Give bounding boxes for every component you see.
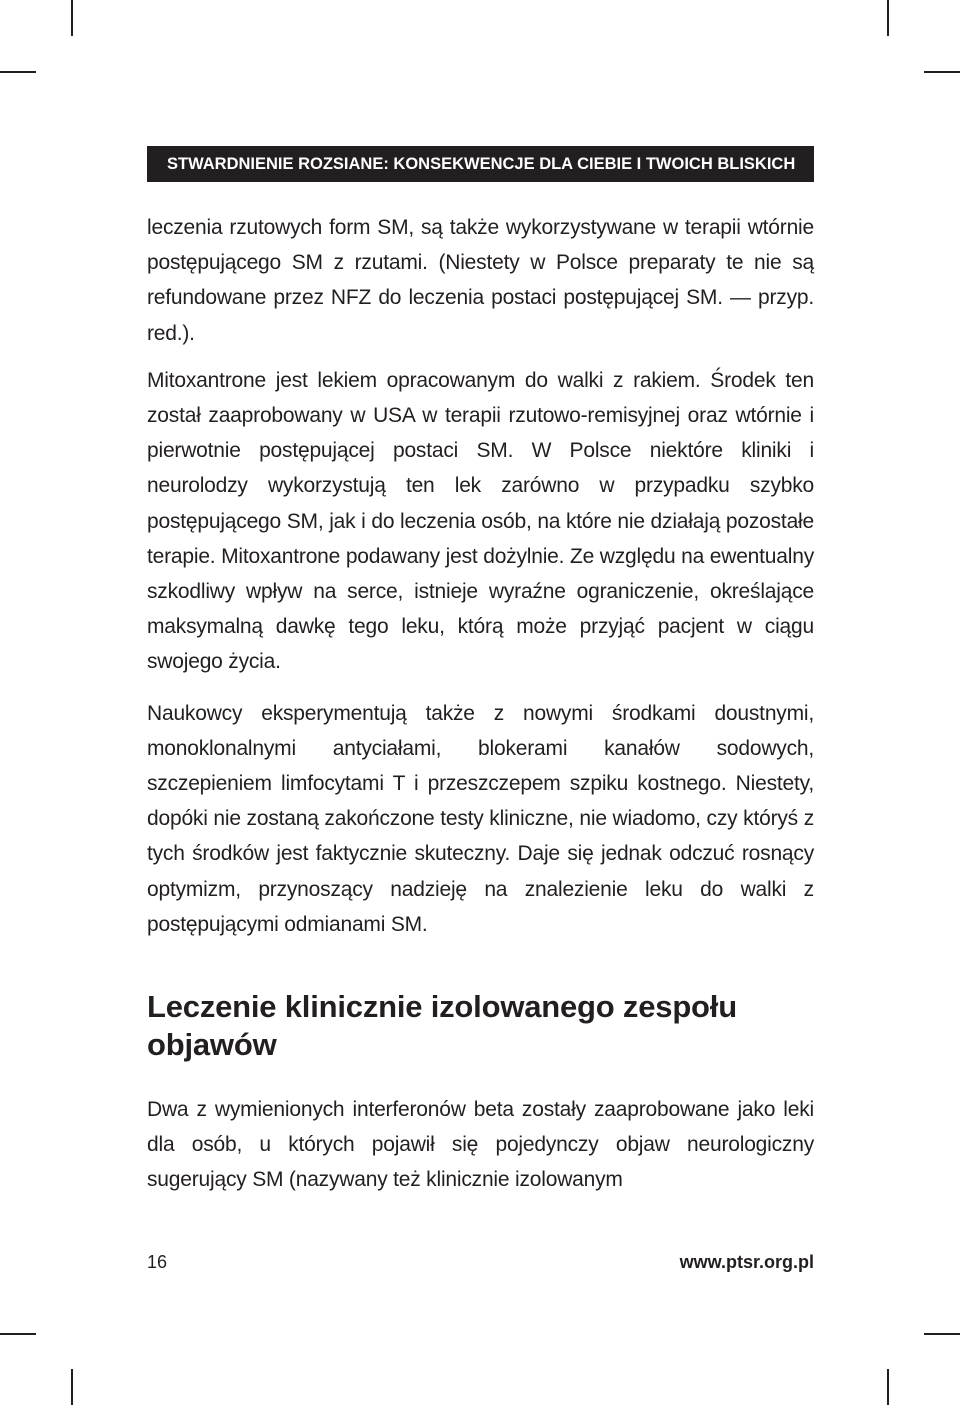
crop-mark	[924, 1333, 960, 1335]
crop-mark	[924, 71, 960, 73]
body-paragraph: leczenia rzutowych form SM, są także wykorzystywane w terapii wtórnie postępującego SM z rzutami. (Niestety w Polsce preparaty te nie są refundowane przez NFZ do leczenia postaci postępującej SM. — przyp. red.).	[147, 216, 814, 345]
crop-mark	[0, 1333, 36, 1335]
body-paragraph: Dwa z wymienionych interferonów beta zostały zaaprobowane jako leki dla osób, u których pojawił się pojedynczy objaw neurologiczny sugerujący SM (nazywany też klinicznie izolowanym	[147, 1098, 814, 1192]
website-link[interactable]: www.ptsr.org.pl	[679, 1252, 814, 1272]
page-number: 16	[147, 1252, 168, 1272]
crop-mark	[71, 1369, 73, 1405]
crop-mark	[887, 1369, 889, 1405]
body-paragraph: Mitoxantrone jest lekiem opracowanym do walki z rakiem. Środek ten został zaaprobowany w USA w terapii rzutowo-remisyjnej oraz wtórnie i pierwotnie postępującej postaci SM. W Polsce niektóre kliniki i neurolodzy wykorzystują ten lek zarówno w przypadku szybko postępującego SM, jak i do leczenia osób, na które nie działają pozostałe terapie. Mitoxantrone podawany jest dożylnie. Ze względu na ewentualny szkodliwy wpływ na serce, istnieje wyraźne ograniczenie, określające maksymalną dawkę tego leku, którą może przyjąć pacjent w ciągu swojego życia.	[147, 368, 814, 674]
section-heading: Leczenie klinicznie izolowanego zespołu objawów	[147, 989, 737, 1063]
crop-mark	[0, 71, 36, 73]
crop-mark	[71, 0, 73, 36]
running-header: STWARDNIENIE ROZSIANE: KONSEKWENCJE DLA CIEBIE I TWOICH BLISKICH	[147, 146, 814, 182]
body-paragraph: Naukowcy eksperymentują także z nowymi środkami doustnymi, monoklonalnymi antyciałami, blokerami kanałów sodowych, szczepieniem limfocytami T i przeszczepem szpiku kostnego. Niestety, dopóki nie zostaną zakończone testy kliniczne, nie wiadomo, czy któryś z tych środków jest faktycznie skuteczny. Daje się jednak odczuć rosnący optymizm, przynoszący nadzieję na znalezienie leku do walki z postępującymi odmianami SM.	[147, 701, 814, 936]
page-content	[147, 210, 814, 1198]
crop-mark	[887, 0, 889, 36]
